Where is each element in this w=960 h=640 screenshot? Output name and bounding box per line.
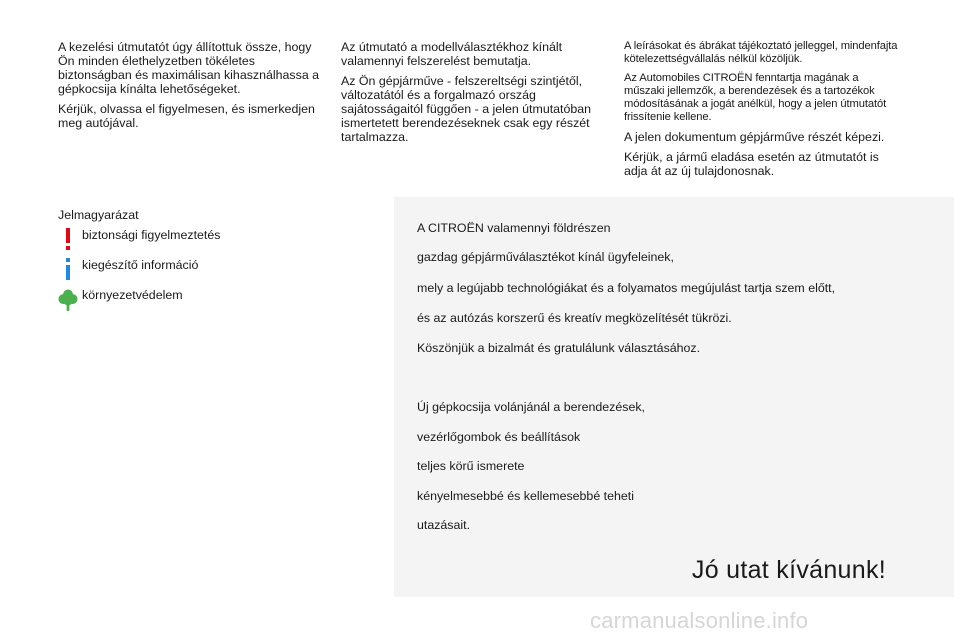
- watermark: carmanualsonline.info: [590, 608, 809, 633]
- disclaimer-paragraph: A leírásokat és ábrákat tájékoztató jelleggel, mindenfajta kötelezettségvállalás nélkül közöljük.: [624, 40, 898, 65]
- intro-column-1: [58, 40, 326, 136]
- intro-paragraph: A jelen dokumentum gépjárműve részét képezi.: [624, 130, 885, 144]
- message-line: utazásait.: [417, 518, 471, 532]
- legend-label: kiegészítő információ: [82, 258, 199, 272]
- info-icon: [58, 258, 78, 282]
- intro-paragraph: Az Ön gépjárműve - felszereltségi szintjétől, változatától és a forgalmazó ország sajátosságaitól függően - a jelen útmutatóban ismertetett berendezéseknek csak egy részét tartalmazza.: [341, 74, 592, 144]
- intro-paragraph: A kezelési útmutatót úgy állítottuk össze, hogy Ön minden élethelyzetben tökéletes biztonságban és maximálisan kihasználhassa a gépkocsija kínálta lehetőségeket.: [58, 40, 320, 96]
- message-line: A CITROËN valamennyi földrészen: [417, 221, 611, 235]
- message-line: teljes körű ismerete: [417, 459, 525, 473]
- intro-paragraph: Kérjük, olvassa el figyelmesen, és ismerkedjen meg autójával.: [58, 102, 315, 130]
- welcome-panel: [394, 197, 954, 597]
- message-line: gazdag gépjárműválasztékot kínál ügyfeleinek,: [417, 250, 674, 264]
- tree-icon: [58, 288, 78, 312]
- exclamation-icon: [58, 228, 78, 252]
- message-line: és az autózás korszerű és kreatív megközelítését tükrözi.: [417, 311, 732, 325]
- message-line: Köszönjük a bizalmát és gratulálunk választásához.: [417, 341, 701, 355]
- legend-item-environment: [58, 288, 378, 318]
- legend: [58, 208, 378, 318]
- intro-paragraph: Az útmutató a modellválasztékhoz kínált valamennyi felszerelést bemutatja.: [341, 40, 563, 68]
- legend-item-warning: [58, 228, 378, 258]
- message-line: vezérlőgombok és beállítások: [417, 430, 581, 444]
- intro-column-2: [341, 40, 609, 150]
- intro-paragraph: Kérjük, a jármű eladása esetén az útmutatót is adja át az új tulajdonosnak.: [624, 150, 879, 178]
- message-line: mely a legújabb technológiákat és a folyamatos megújulást tartja szem előtt,: [417, 281, 836, 295]
- legend-item-info: [58, 258, 378, 288]
- legend-label: biztonsági figyelmeztetés: [82, 228, 221, 242]
- legend-title: Jelmagyarázat: [58, 208, 139, 222]
- intro-column-3: [624, 40, 899, 184]
- closing-greeting: Jó utat kívánunk!: [691, 556, 886, 584]
- legend-label: környezetvédelem: [82, 288, 183, 302]
- message-line: Új gépkocsija volánjánál a berendezések,: [417, 400, 645, 414]
- disclaimer-paragraph: Az Automobiles CITROËN fenntartja magának a műszaki jellemzők, a berendezések és a tartozékok módosításának a jogát anélkül, hogy a jelen útmutatót frissítenie kellene.: [624, 72, 887, 123]
- message-line: kényelmesebbé és kellemesebbé teheti: [417, 489, 634, 503]
